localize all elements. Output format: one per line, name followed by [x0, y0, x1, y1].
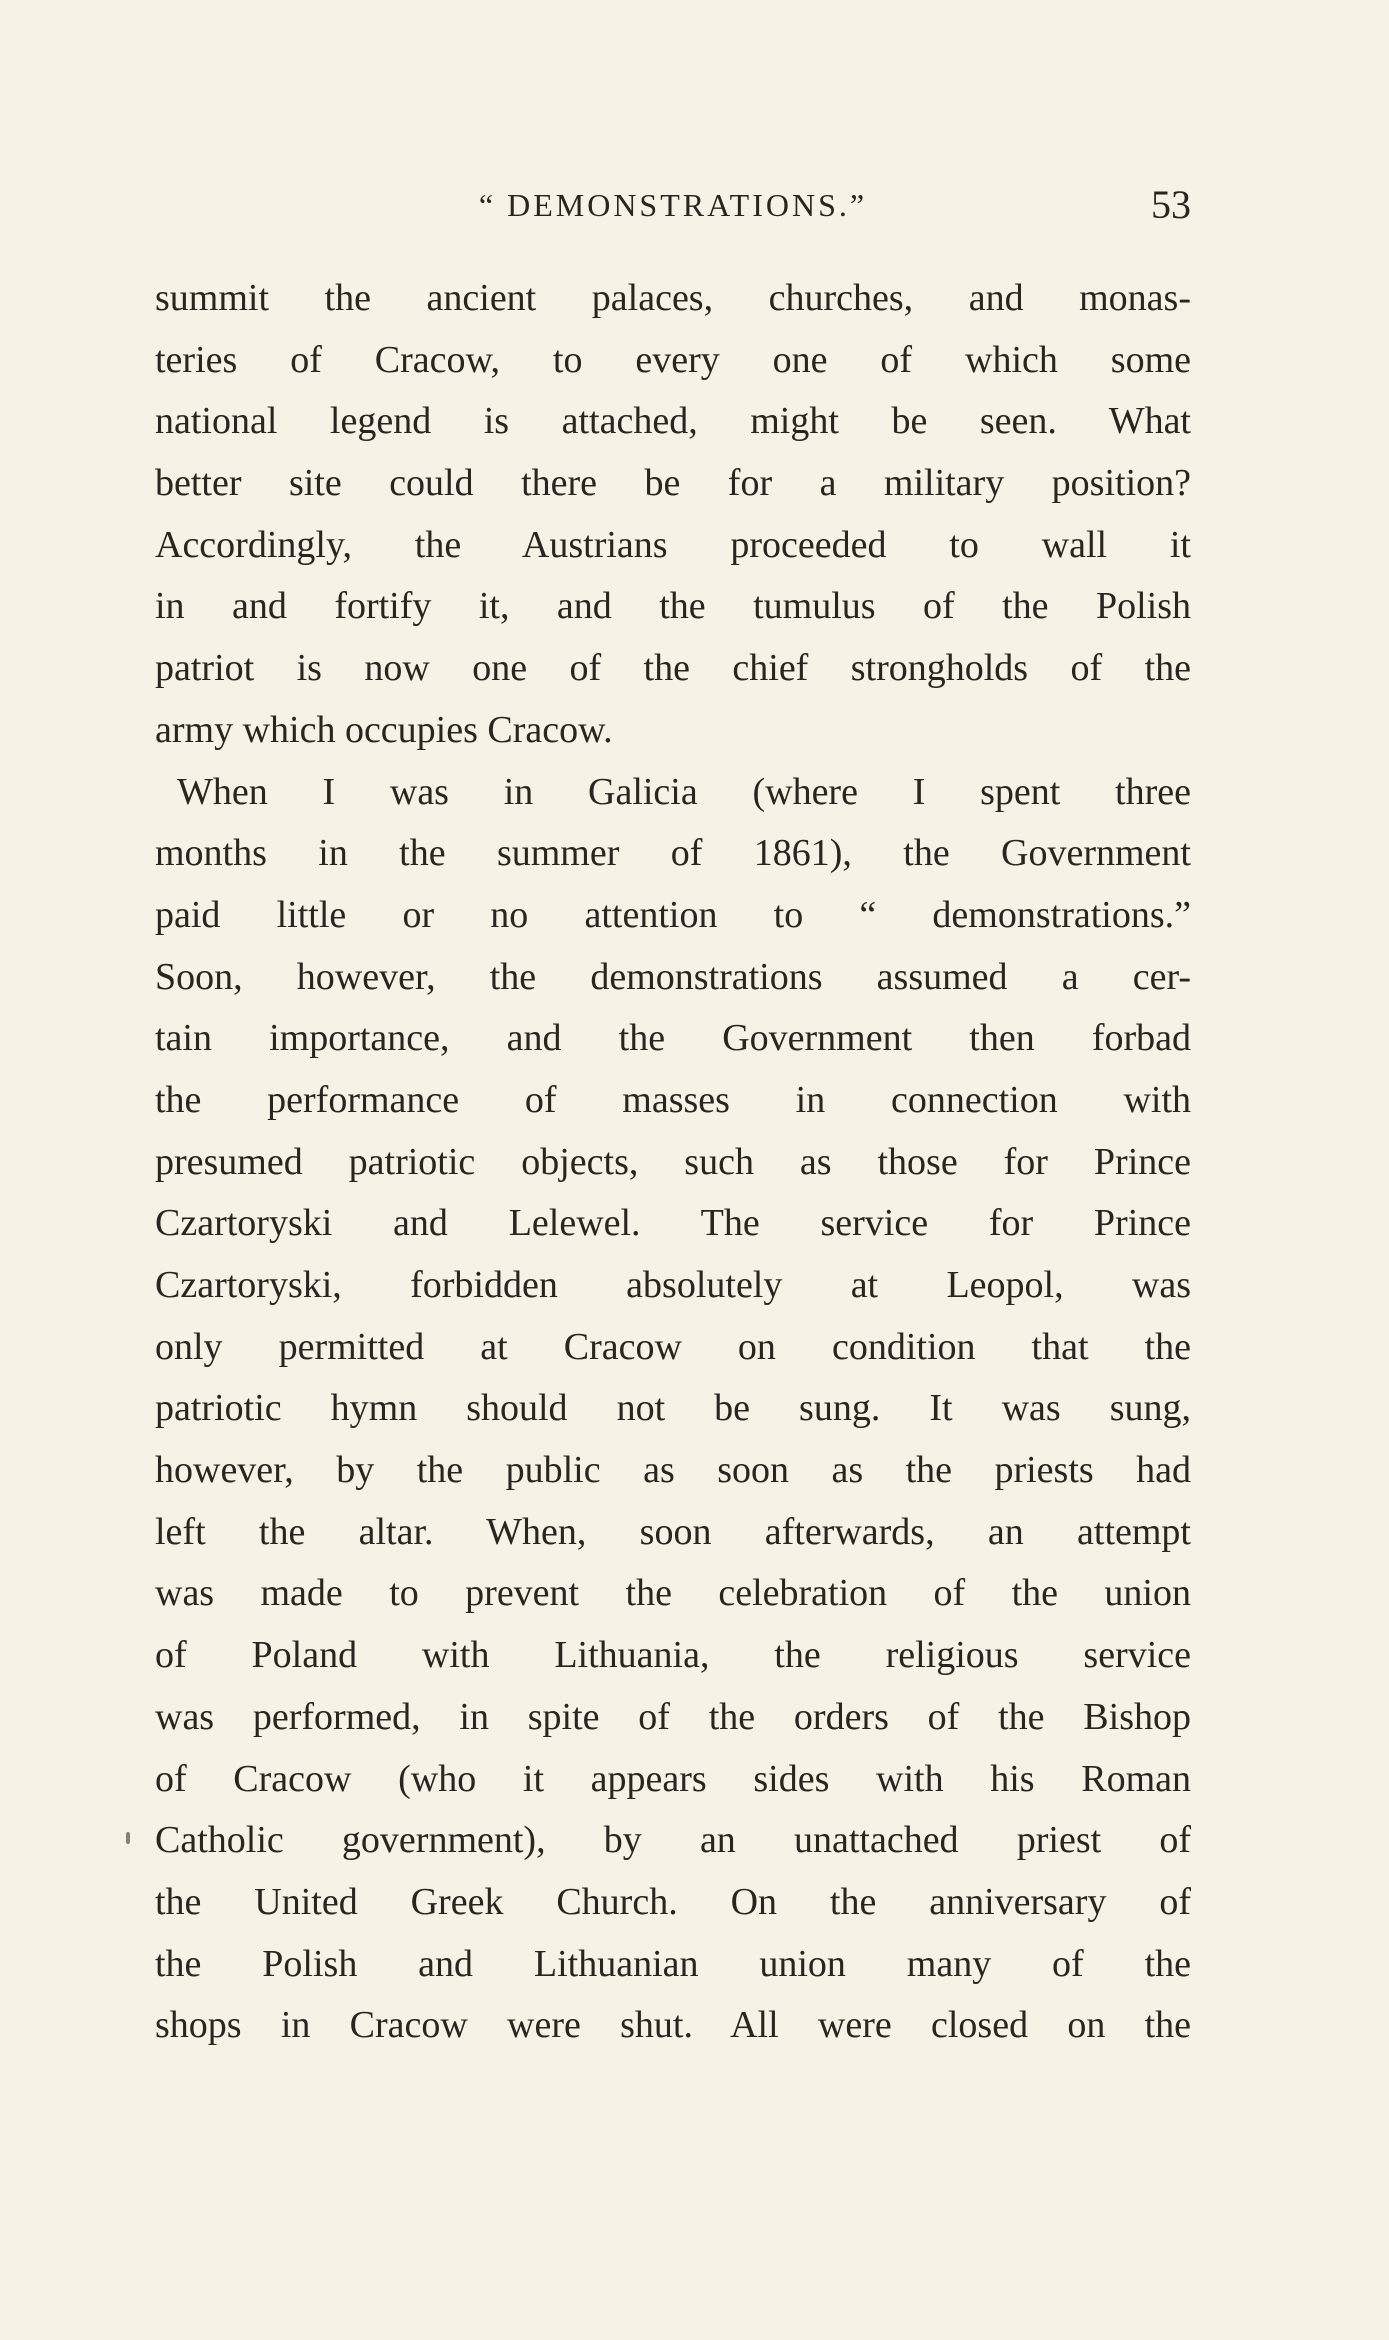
paragraph-start-line: When I was in Galicia (where I spent three [177, 770, 1191, 813]
text-line: Soon, however, the demonstrations assumed a cer- [155, 955, 1191, 998]
text-line: paid little or no attention to “ demonstrations.” [155, 893, 1191, 936]
text-line: the Polish and Lithuanian union many of the [155, 1942, 1191, 1985]
text-line: better site could there be for a military position? [155, 462, 1191, 505]
text-line: in and fortify it, and the tumulus of the Polish [155, 585, 1191, 628]
text-line: Czartoryski and Lelewel. The service for Prince [155, 1202, 1191, 1245]
text-line: only permitted at Cracow on condition that the [155, 1325, 1191, 1368]
running-head [155, 175, 1191, 235]
text-line: of Poland with Lithuania, the religious service [155, 1634, 1191, 1677]
text-line: Accordingly, the Austrians proceeded to wall it [155, 523, 1191, 566]
text-line: of Cracow (who it appears sides with his Roman [155, 1757, 1191, 1800]
text-line: shops in Cracow were shut. All were closed on the [155, 2004, 1191, 2047]
body-text [155, 268, 1191, 2057]
text-line: patriot is now one of the chief strongholds of the [155, 647, 1191, 690]
text-line: Czartoryski, forbidden absolutely at Leopol, was [155, 1264, 1191, 1306]
text-line: the performance of masses in connection with [155, 1078, 1191, 1121]
text-line: national legend is attached, might be seen. What [155, 400, 1191, 443]
text-line: Catholic government), by an unattached priest of [155, 1819, 1191, 1862]
margin-mark [126, 1832, 130, 1844]
paragraph-end-line: army which occupies Cracow. [155, 708, 613, 751]
text-line: months in the summer of 1861), the Government [155, 832, 1191, 875]
running-title: “ DEMONSTRATIONS.” [478, 187, 868, 223]
text-line: summit the ancient palaces, churches, and monas- [155, 277, 1191, 319]
text-line: left the altar. When, soon afterwards, an attempt [155, 1510, 1191, 1553]
page-number: 53 [1151, 182, 1191, 227]
text-line: was performed, in spite of the orders of the Bishop [155, 1695, 1191, 1738]
text-line: the United Greek Church. On the anniversary of [155, 1880, 1191, 1923]
text-line: was made to prevent the celebration of the union [155, 1572, 1191, 1615]
text-line: however, by the public as soon as the priests had [155, 1449, 1191, 1492]
text-line: teries of Cracow, to every one of which some [155, 338, 1191, 381]
text-line: patriotic hymn should not be sung. It was sung, [155, 1387, 1191, 1430]
text-line: presumed patriotic objects, such as those for Prince [155, 1140, 1191, 1183]
text-line: tain importance, and the Government then forbad [155, 1017, 1191, 1060]
